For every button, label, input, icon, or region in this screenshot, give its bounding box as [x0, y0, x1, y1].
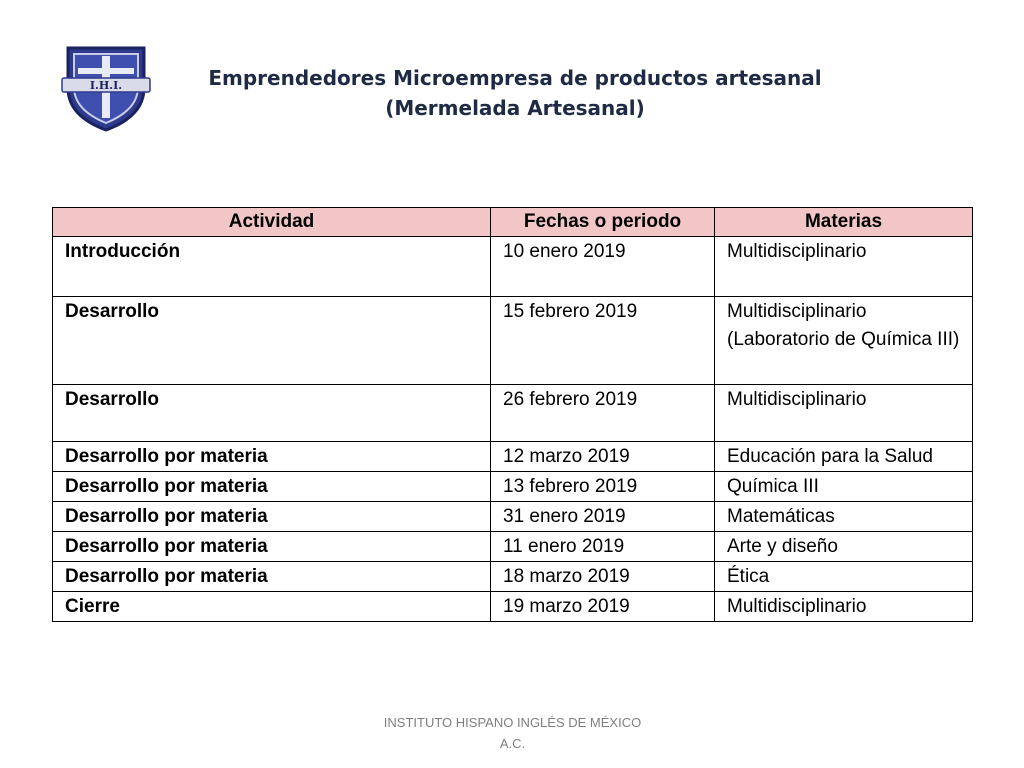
- shield-icon: [58, 42, 154, 132]
- cell-actividad: Introducción: [53, 237, 491, 297]
- cell-actividad: Desarrollo: [53, 297, 491, 385]
- cell-materia: Educación para la Salud: [715, 442, 973, 472]
- page-title: [150, 63, 880, 123]
- activity-table: [52, 207, 973, 622]
- column-header-actividad: Actividad: [53, 208, 491, 237]
- cell-actividad: Desarrollo por materia: [53, 502, 491, 532]
- title-line-1: Emprendedores Microempresa de productos artesanal: [208, 66, 822, 90]
- cell-fecha: 12 marzo 2019: [491, 442, 715, 472]
- table-row: [53, 562, 973, 592]
- cell-materia: Química III: [715, 472, 973, 502]
- logo-text: I.H.I.: [89, 79, 123, 92]
- table-header-row: [53, 208, 973, 237]
- cell-materia: Arte y diseño: [715, 532, 973, 562]
- footer: [340, 712, 685, 754]
- school-logo: [58, 42, 154, 132]
- table-row: [53, 442, 973, 472]
- cell-fecha: 15 febrero 2019: [491, 297, 715, 385]
- cell-fecha: 18 marzo 2019: [491, 562, 715, 592]
- column-header-materias: Materias: [715, 208, 973, 237]
- cell-actividad: Desarrollo por materia: [53, 562, 491, 592]
- cell-actividad: Cierre: [53, 592, 491, 622]
- cell-materia: Multidisciplinario: [715, 237, 973, 297]
- cell-actividad: Desarrollo por materia: [53, 472, 491, 502]
- cell-fecha: 26 febrero 2019: [491, 385, 715, 442]
- cell-actividad: Desarrollo: [53, 385, 491, 442]
- cell-materia: Multidisciplinario (Laboratorio de Química III): [715, 297, 973, 385]
- cell-materia: Ética: [715, 562, 973, 592]
- table-row: [53, 237, 973, 297]
- footer-line-2: A.C.: [499, 736, 526, 751]
- cell-fecha: 19 marzo 2019: [491, 592, 715, 622]
- table-row: [53, 592, 973, 622]
- cell-materia: Matemáticas: [715, 502, 973, 532]
- table-row: [53, 385, 973, 442]
- cell-materia: Multidisciplinario: [715, 592, 973, 622]
- column-header-fechas: Fechas o periodo: [491, 208, 715, 237]
- cell-fecha: 11 enero 2019: [491, 532, 715, 562]
- cell-actividad: Desarrollo por materia: [53, 442, 491, 472]
- table-row: [53, 297, 973, 385]
- footer-line-1: INSTITUTO HISPANO INGLÉS DE MÉXICO: [383, 715, 642, 730]
- cell-fecha: 31 enero 2019: [491, 502, 715, 532]
- cell-fecha: 10 enero 2019: [491, 237, 715, 297]
- table-row: [53, 532, 973, 562]
- cell-fecha: 13 febrero 2019: [491, 472, 715, 502]
- title-line-2: (Mermelada Artesanal): [385, 96, 645, 120]
- table-row: [53, 502, 973, 532]
- cell-materia: Multidisciplinario: [715, 385, 973, 442]
- table-row: [53, 472, 973, 502]
- cell-actividad: Desarrollo por materia: [53, 532, 491, 562]
